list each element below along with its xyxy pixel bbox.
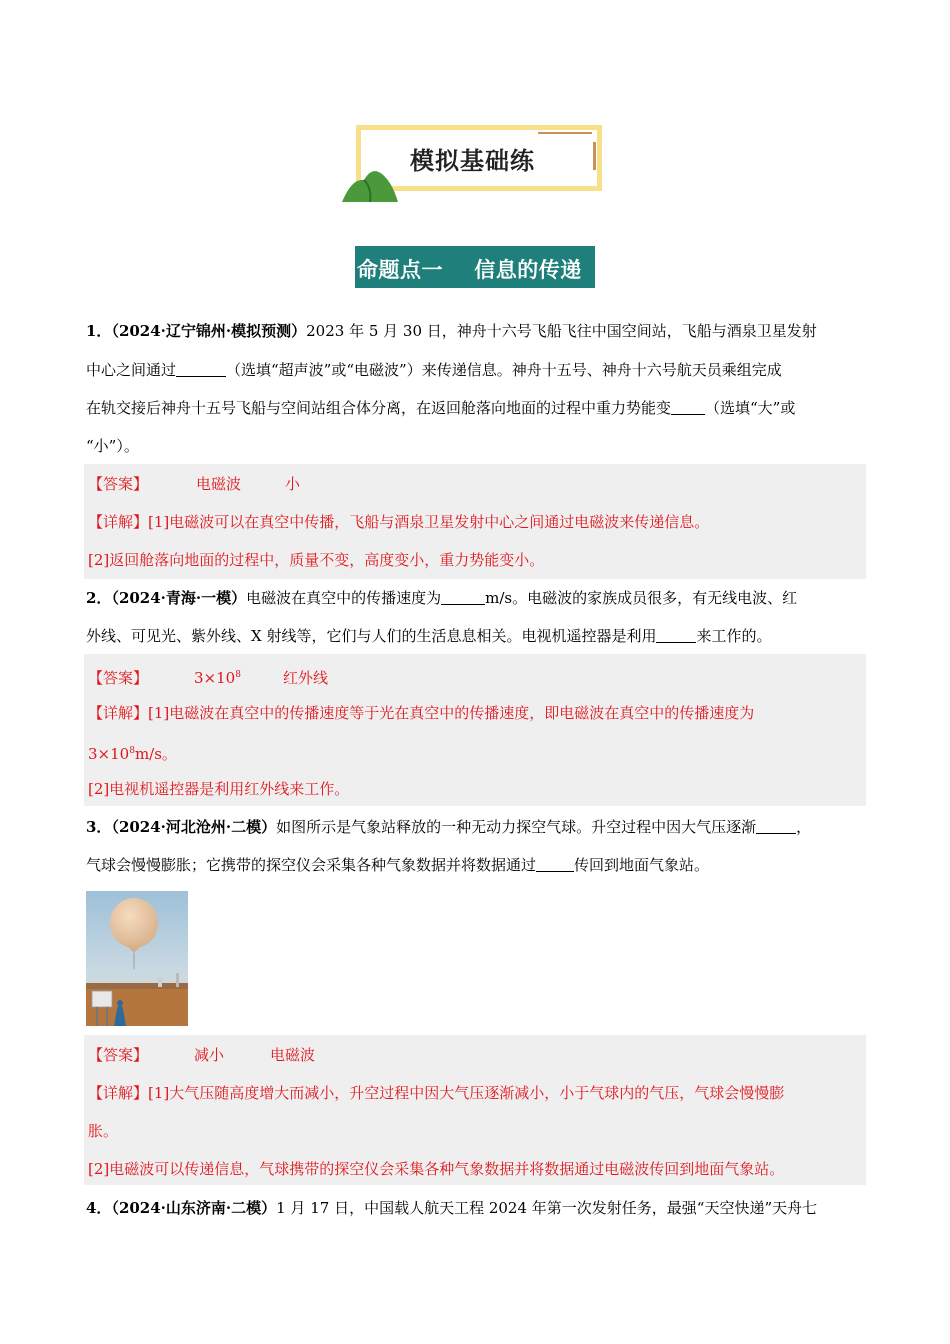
detail-line: [2]电视机遥控器是利用红外线来工作。 bbox=[88, 780, 350, 798]
detail-line: 【详解】[1]电磁波在真空中的传播速度等于光在真空中的传播速度，即电磁波在真空中的传播速度为 bbox=[88, 704, 755, 722]
mountain-icon bbox=[340, 164, 400, 204]
question-source: （2024·青海·一模） bbox=[111, 589, 247, 607]
question-number: 2． bbox=[86, 589, 112, 607]
question-2-line-2: 外线、可见光、紫外线、X 射线等，它们与人们的生活息息相关。电视机遥控器是利用 来工作的。 bbox=[86, 627, 772, 645]
question-3-line-2: 气球会慢慢膨胀；它携带的探空仪会采集各种气象数据并将数据通过 传回到地面气象站。 bbox=[86, 856, 710, 874]
question-source: （2024·辽宁锦州·模拟预测） bbox=[111, 322, 307, 340]
section-heading: 命题点一 信息的传递 bbox=[355, 246, 595, 288]
question-number: 3． bbox=[86, 818, 112, 836]
question-1-line-3: 在轨交接后神舟十五号飞船与空间站组合体分离，在返回舱落向地面的过程中重力势能变 （选填“大”或 bbox=[86, 399, 796, 417]
detail-line: 胀。 bbox=[88, 1122, 119, 1140]
question-1-line-1: 1．（2024·辽宁锦州·模拟预测）2023 年 5 月 30 日，神舟十六号飞船飞往中国空间站，飞船与酒泉卫星发射 bbox=[86, 322, 817, 340]
answer-line: 【答案】 $3\times 10^8$ 红外线 bbox=[88, 669, 328, 687]
question-source: （2024·河北沧州·二模） bbox=[111, 818, 277, 836]
answer-line: 【答案】 电磁波 小 bbox=[88, 475, 301, 493]
badge-title: 模拟基础练 bbox=[410, 147, 535, 175]
detail-line: 【详解】[1]电磁波可以在真空中传播，飞船与酒泉卫星发射中心之间通过电磁波来传递信息。 bbox=[88, 513, 710, 531]
detail-line: $3\times 10^8m/s$。 bbox=[88, 745, 177, 763]
answer-line: 【答案】 减小 电磁波 bbox=[88, 1046, 316, 1064]
answer-blank bbox=[176, 362, 226, 377]
question-1-line-2: 中心之间通过 （选填“超声波”或“电磁波”）来传递信息。神舟十五号、神舟十六号航天员乘组完成 bbox=[86, 361, 782, 379]
weather-balloon-photo bbox=[86, 891, 188, 1026]
question-source: （2024·山东济南·二模） bbox=[111, 1199, 277, 1217]
detail-line: [2]返回舱落向地面的过程中，质量不变，高度变小，重力势能变小。 bbox=[88, 551, 545, 569]
detail-line: [2]电磁波可以传递信息，气球携带的探空仪会采集各种气象数据并将数据通过电磁波传回到地面气象站。 bbox=[88, 1160, 785, 1178]
answer-blank bbox=[536, 857, 574, 872]
question-4-line-1: 4．（2024·山东济南·二模）1 月 17 日，中国载人航天工程 2024 年第一次发射任务，最强“天空快递”天舟七 bbox=[86, 1199, 818, 1217]
question-1-line-4: “小”）。 bbox=[86, 437, 139, 455]
question-number: 4． bbox=[86, 1199, 112, 1217]
question-number: 1． bbox=[86, 322, 112, 340]
answer-blank bbox=[441, 590, 485, 605]
answer-blank bbox=[756, 819, 796, 834]
question-3-line-1: 3．（2024·河北沧州·二模）如图所示是气象站释放的一种无动力探空气球。升空过程中因大气压逐渐 ， bbox=[86, 818, 812, 836]
question-2-line-1: 2．（2024·青海·一模）电磁波在真空中的传播速度为 m/s。电磁波的家族成员很多，有无线电波、红 bbox=[86, 589, 798, 607]
detail-line: 【详解】[1]大气压随高度增大而减小，升空过程中因大气压逐渐减小，小于气球内的气压，气球会慢慢膨 bbox=[88, 1084, 785, 1102]
practice-badge bbox=[340, 120, 608, 204]
badge-decoration bbox=[593, 142, 596, 170]
badge-decoration bbox=[538, 132, 592, 134]
answer-blank bbox=[656, 628, 696, 643]
answer-blank bbox=[671, 400, 705, 415]
